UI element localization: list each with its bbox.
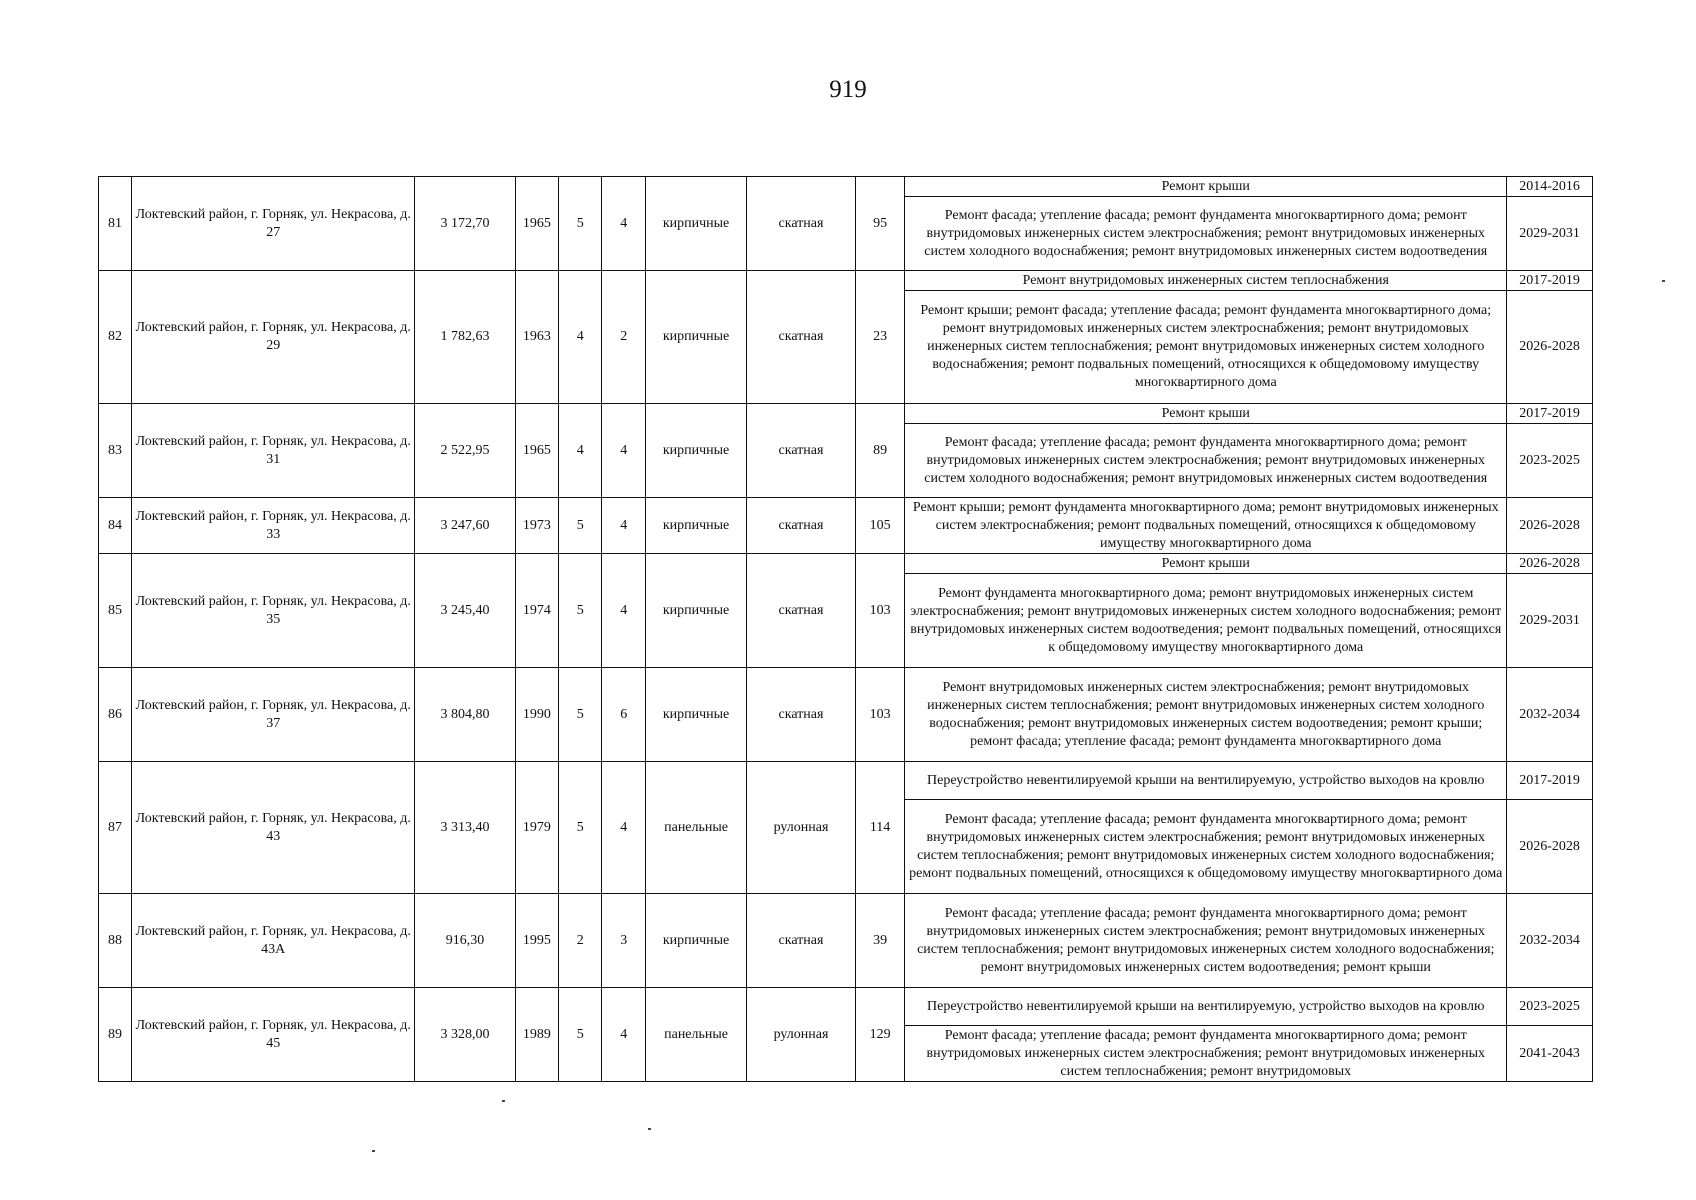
page-number: 919 <box>829 76 867 103</box>
period-cell: 2026-2028 <box>1507 554 1593 574</box>
row-number: 86 <box>99 668 132 762</box>
year-cell: 1995 <box>515 894 558 988</box>
floors-cell: 5 <box>559 668 602 762</box>
area-cell: 3 247,60 <box>415 498 515 554</box>
area-cell: 2 522,95 <box>415 404 515 498</box>
floors-cell: 5 <box>559 762 602 894</box>
works-cell: Ремонт крыши; ремонт фасада; утепление фасада; ремонт фундамента многоквартирного дома; ремонт внутридомовых инженерных систем электроснабжения; ремонт внутридомовых инженерных систем теплоснабжения; ремонт внутридомовых инженерных систем холодного водоснабжения; ремонт подвальных помещений, относящихся к общедомовому имуществу многоквартирного дома <box>905 291 1507 404</box>
floors-cell: 2 <box>559 894 602 988</box>
housing-registry-table <box>98 176 1593 1082</box>
area-cell: 1 782,63 <box>415 271 515 404</box>
table-row <box>99 668 1593 762</box>
table-row <box>99 177 1593 197</box>
entrances-cell: 4 <box>602 177 645 271</box>
period-cell: 2026-2028 <box>1507 291 1593 404</box>
area-cell: 3 172,70 <box>415 177 515 271</box>
floors-cell: 5 <box>559 177 602 271</box>
roof-type-cell: скатная <box>747 177 856 271</box>
row-number: 88 <box>99 894 132 988</box>
works-cell: Ремонт внутридомовых инженерных систем теплоснабжения <box>905 271 1507 291</box>
address-cell: Локтевский район, г. Горняк, ул. Некрасова, д. 37 <box>132 668 415 762</box>
roof-type-cell: скатная <box>747 271 856 404</box>
works-cell: Ремонт крыши <box>905 404 1507 424</box>
period-cell: 2029-2031 <box>1507 574 1593 668</box>
table-row <box>99 762 1593 800</box>
row-number: 83 <box>99 404 132 498</box>
table-row <box>99 498 1593 554</box>
works-cell: Ремонт фасада; утепление фасада; ремонт фундамента многоквартирного дома; ремонт внутридомовых инженерных систем электроснабжения; ремонт внутридомовых инженерных систем холодного водоснабжения; ремонт внутридомовых инженерных систем водоотведения <box>905 197 1507 271</box>
period-cell: 2017-2019 <box>1507 271 1593 291</box>
works-cell: Ремонт фасада; утепление фасада; ремонт фундамента многоквартирного дома; ремонт внутридомовых инженерных систем электроснабжения; ремонт внутридомовых инженерных систем теплоснабжения; ремонт внутридомовых <box>905 1026 1507 1082</box>
flats-cell: 95 <box>855 177 905 271</box>
flats-cell: 89 <box>855 404 905 498</box>
works-cell: Переустройство невентилируемой крыши на вентилируемую, устройство выходов на кровлю <box>905 762 1507 800</box>
flats-cell: 114 <box>855 762 905 894</box>
floors-cell: 5 <box>559 554 602 668</box>
address-cell: Локтевский район, г. Горняк, ул. Некрасова, д. 43 <box>132 762 415 894</box>
area-cell: 3 328,00 <box>415 988 515 1082</box>
entrances-cell: 4 <box>602 762 645 894</box>
table-row <box>99 988 1593 1026</box>
period-cell: 2017-2019 <box>1507 404 1593 424</box>
works-cell: Переустройство невентилируемой крыши на вентилируемую, устройство выходов на кровлю <box>905 988 1507 1026</box>
floors-cell: 4 <box>559 404 602 498</box>
flats-cell: 129 <box>855 988 905 1082</box>
roof-type-cell: рулонная <box>747 988 856 1082</box>
works-cell: Ремонт внутридомовых инженерных систем электроснабжения; ремонт внутридомовых инженерных систем теплоснабжения; ремонт внутридомовых инженерных систем холодного водоснабжения; ремонт внутридомовых инженерных систем водоотведения; ремонт крыши; ремонт фасада; утепление фасада; ремонт фундамента многоквартирного дома <box>905 668 1507 762</box>
works-cell: Ремонт крыши <box>905 177 1507 197</box>
address-cell: Локтевский район, г. Горняк, ул. Некрасова, д. 27 <box>132 177 415 271</box>
year-cell: 1965 <box>515 404 558 498</box>
period-cell: 2029-2031 <box>1507 197 1593 271</box>
year-cell: 1973 <box>515 498 558 554</box>
period-cell: 2014-2016 <box>1507 177 1593 197</box>
wall-material-cell: кирпичные <box>645 498 746 554</box>
wall-material-cell: кирпичные <box>645 177 746 271</box>
roof-type-cell: скатная <box>747 498 856 554</box>
flats-cell: 39 <box>855 894 905 988</box>
roof-type-cell: рулонная <box>747 762 856 894</box>
row-number: 89 <box>99 988 132 1082</box>
period-cell: 2023-2025 <box>1507 424 1593 498</box>
floors-cell: 4 <box>559 271 602 404</box>
year-cell: 1979 <box>515 762 558 894</box>
table-row <box>99 271 1593 291</box>
row-number: 85 <box>99 554 132 668</box>
entrances-cell: 2 <box>602 271 645 404</box>
row-number: 87 <box>99 762 132 894</box>
roof-type-cell: скатная <box>747 668 856 762</box>
table-row <box>99 894 1593 988</box>
period-cell: 2032-2034 <box>1507 668 1593 762</box>
period-cell: 2017-2019 <box>1507 762 1593 800</box>
scan-speck <box>648 1128 651 1130</box>
year-cell: 1989 <box>515 988 558 1082</box>
year-cell: 1974 <box>515 554 558 668</box>
address-cell: Локтевский район, г. Горняк, ул. Некрасова, д. 33 <box>132 498 415 554</box>
entrances-cell: 4 <box>602 498 645 554</box>
address-cell: Локтевский район, г. Горняк, ул. Некрасова, д. 29 <box>132 271 415 404</box>
wall-material-cell: кирпичные <box>645 271 746 404</box>
flats-cell: 103 <box>855 668 905 762</box>
table-row <box>99 404 1593 424</box>
works-cell: Ремонт фундамента многоквартирного дома; ремонт внутридомовых инженерных систем электроснабжения; ремонт внутридомовых инженерных систем холодного водоснабжения; ремонт внутридомовых инженерных систем водоотведения; ремонт подвальных помещений, относящихся к общедомовому имуществу многоквартирного дома <box>905 574 1507 668</box>
flats-cell: 103 <box>855 554 905 668</box>
year-cell: 1965 <box>515 177 558 271</box>
entrances-cell: 3 <box>602 894 645 988</box>
period-cell: 2026-2028 <box>1507 800 1593 894</box>
address-cell: Локтевский район, г. Горняк, ул. Некрасова, д. 43А <box>132 894 415 988</box>
table-row <box>99 554 1593 574</box>
area-cell: 3 804,80 <box>415 668 515 762</box>
entrances-cell: 4 <box>602 554 645 668</box>
roof-type-cell: скатная <box>747 554 856 668</box>
row-number: 82 <box>99 271 132 404</box>
year-cell: 1990 <box>515 668 558 762</box>
wall-material-cell: кирпичные <box>645 404 746 498</box>
table-body <box>99 177 1593 1082</box>
roof-type-cell: скатная <box>747 894 856 988</box>
wall-material-cell: кирпичные <box>645 894 746 988</box>
scan-speck <box>502 1100 505 1102</box>
floors-cell: 5 <box>559 988 602 1082</box>
period-cell: 2041-2043 <box>1507 1026 1593 1082</box>
wall-material-cell: панельные <box>645 988 746 1082</box>
scan-speck <box>372 1150 375 1152</box>
roof-type-cell: скатная <box>747 404 856 498</box>
flats-cell: 23 <box>855 271 905 404</box>
works-cell: Ремонт крыши; ремонт фундамента многоквартирного дома; ремонт внутридомовых инженерных систем электроснабжения; ремонт подвальных помещений, относящихся к общедомовому имуществу многоквартирного дома <box>905 498 1507 554</box>
entrances-cell: 4 <box>602 404 645 498</box>
period-cell: 2023-2025 <box>1507 988 1593 1026</box>
wall-material-cell: панельные <box>645 762 746 894</box>
wall-material-cell: кирпичные <box>645 668 746 762</box>
wall-material-cell: кирпичные <box>645 554 746 668</box>
period-cell: 2032-2034 <box>1507 894 1593 988</box>
works-cell: Ремонт фасада; утепление фасада; ремонт фундамента многоквартирного дома; ремонт внутридомовых инженерных систем электроснабжения; ремонт внутридомовых инженерных систем теплоснабжения; ремонт внутридомовых инженерных систем холодного водоснабжения; ремонт подвальных помещений, относящихся к общедомовому имуществу многоквартирного дома <box>905 800 1507 894</box>
period-cell: 2026-2028 <box>1507 498 1593 554</box>
address-cell: Локтевский район, г. Горняк, ул. Некрасова, д. 31 <box>132 404 415 498</box>
address-cell: Локтевский район, г. Горняк, ул. Некрасова, д. 45 <box>132 988 415 1082</box>
entrances-cell: 4 <box>602 988 645 1082</box>
row-number: 84 <box>99 498 132 554</box>
scan-speck <box>1662 280 1665 282</box>
area-cell: 3 245,40 <box>415 554 515 668</box>
works-cell: Ремонт крыши <box>905 554 1507 574</box>
works-cell: Ремонт фасада; утепление фасада; ремонт фундамента многоквартирного дома; ремонт внутридомовых инженерных систем электроснабжения; ремонт внутридомовых инженерных систем холодного водоснабжения; ремонт внутридомовых инженерных систем водоотведения <box>905 424 1507 498</box>
address-cell: Локтевский район, г. Горняк, ул. Некрасова, д. 35 <box>132 554 415 668</box>
area-cell: 3 313,40 <box>415 762 515 894</box>
year-cell: 1963 <box>515 271 558 404</box>
area-cell: 916,30 <box>415 894 515 988</box>
floors-cell: 5 <box>559 498 602 554</box>
row-number: 81 <box>99 177 132 271</box>
flats-cell: 105 <box>855 498 905 554</box>
works-cell: Ремонт фасада; утепление фасада; ремонт фундамента многоквартирного дома; ремонт внутридомовых инженерных систем электроснабжения; ремонт внутридомовых инженерных систем теплоснабжения; ремонт внутридомовых инженерных систем холодного водоснабжения; ремонт внутридомовых инженерных систем водоотведения; ремонт крыши <box>905 894 1507 988</box>
entrances-cell: 6 <box>602 668 645 762</box>
